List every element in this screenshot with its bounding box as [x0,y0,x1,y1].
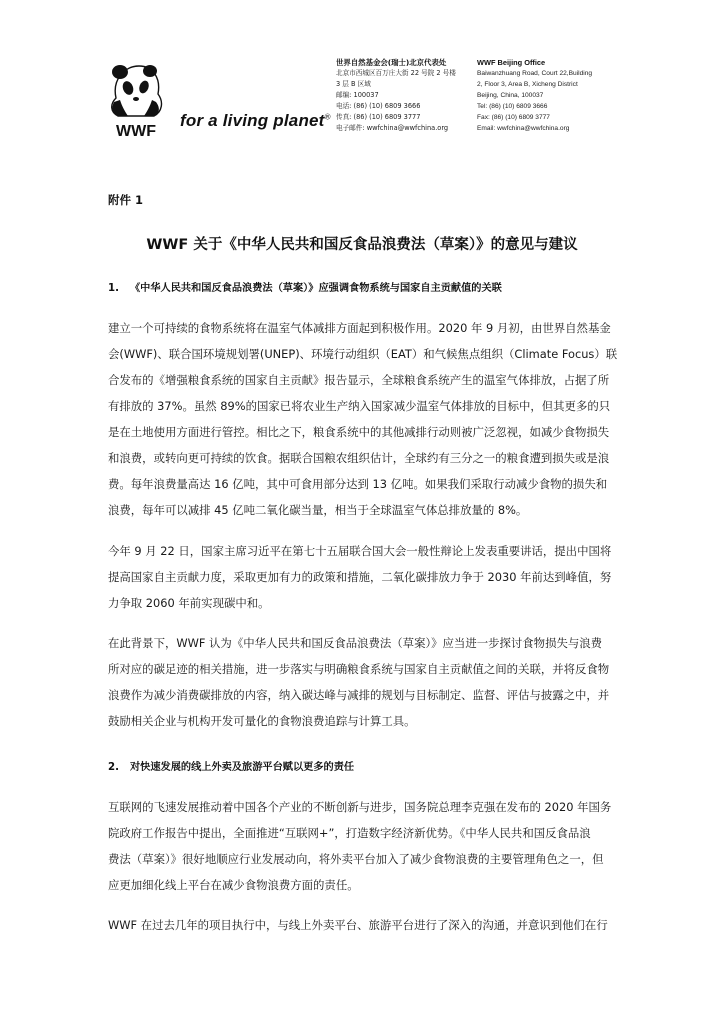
phone: 电话: (86) (10) 6809 3666 [336,102,421,110]
section-heading: 1. 《中华人民共和国反食品浪费法（草案）》应强调食物系统与国家自主贡献值的关联 [108,283,502,294]
paragraph: 在此背景下，WWF 认为《中华人民共和国反食品浪费法（草案）》应当进一步探讨食物损失与浪费 所对应的碳足迹的相关措施，进一步落实与明确粮食系统与国家自主贡献值之间的关联，并将反食物 浪费作为减少消费碳排放的内容，纳入碳达峰与减排的规划与目标制定、监督、评估与披露之中，并 鼓励相关企业与机构开发可量化的食物浪费追踪与计算工具。 [108,636,610,728]
paragraph: 建立一个可持续的食物系统将在温室气体减排方面起到积极作用。2020 年 9 月初，由世界自然基金 会(WWF)、联合国环境规划署(UNEP)、环境行动组织（EAT）和气候焦点组织（Climate Focus）联 合发布的《增强粮食系统的国家自主贡献》报告显示，全球粮食系统产生的温室气体排放，占据了所 有排放的 37%。虽然 89%的国家已将农业生产纳入国家减少温室气体排放的目标中，但其更多的只 是在土地使用方面进行管控。相比之下，粮食系统中的其他减排行动则被广泛忽视，如减少食物损失 和浪费，或转向更可持续的饮食。据联合国粮农组织估计，全球约有三分之一的粮食遭到损失或是浪 费。每年浪费量高达 16 亿吨，其中可食用部分达到 13 亿吨。如果我们采取行动减少食物的损失和 浪费，每年可以减排 45 亿吨二氧化碳当量，相当于全球温室气体总排放量的 8%。 [108,321,618,517]
postcode: 邮编: 100037 [336,91,379,99]
tagline: for a living planet® [180,111,331,130]
paragraph: WWF 在过去几年的项目执行中，与线上外卖平台、旅游平台进行了深入的沟通，并意识到他们在行 [108,918,608,932]
annex-label: 附件 1 [108,193,144,207]
office-name-cn: 世界自然基金会(瑞士)北京代表处 [336,58,447,67]
fax: 传真: (86) (10) 6809 3777 [336,113,421,121]
phone: Tel: (86) (10) 6809 3666 [477,103,548,110]
paragraph: 互联网的飞速发展推动着中国各个产业的不断创新与进步，国务院总理李克强在发布的 2020 年国务 院政府工作报告中提出，全面推进“互联网+”，打造数字经济新优势。《中华人民共和国反食品浪 费法（草案）》很好地顺应行业发展动向，将外卖平台加入了减少食物浪费的主要管理角色之一，但 应更加细化线上平台在减少食物浪费方面的责任。 [108,800,612,892]
wwf-panda-logo [106,58,166,148]
paragraph: 今年 9 月 22 日，国家主席习近平在第七十五届联合国大会一般性辩论上发表重要讲话，提出中国将 提高国家自主贡献力度，采取更加有力的政策和措施，二氧化碳排放力争于 2030 年前达到峰值，努 力争取 2060 年前实现碳中和。 [108,544,612,610]
address-english [477,57,622,134]
section-heading: 2. 对快速发展的线上外卖及旅游平台赋以更多的责任 [108,762,355,773]
email: 电子邮件: wwfchina@wwfchina.org [336,124,449,132]
fax: Fax: (86) (10) 6809 3777 [477,114,550,121]
address-line: 北京市西城区百万庄大街 22 号院 2 号楼 [336,69,456,77]
address-line: Beijing, China, 100037 [477,92,544,99]
office-name-en: WWF Beijing Office [477,58,546,67]
address-line: 3 层 B 区域 [336,80,371,88]
email: Email: wwfchina@wwfchina.org [477,125,570,132]
address-line: Baiwanzhuang Road, Court 22,Building [477,70,593,77]
wwf-logo-text: WWF [116,123,156,140]
address-chinese [336,57,481,134]
document-title: WWF 关于《中华人民共和国反食品浪费法（草案）》的意见与建议 [146,237,578,253]
address-line: 2, Floor 3, Area B, Xicheng District [477,81,578,88]
